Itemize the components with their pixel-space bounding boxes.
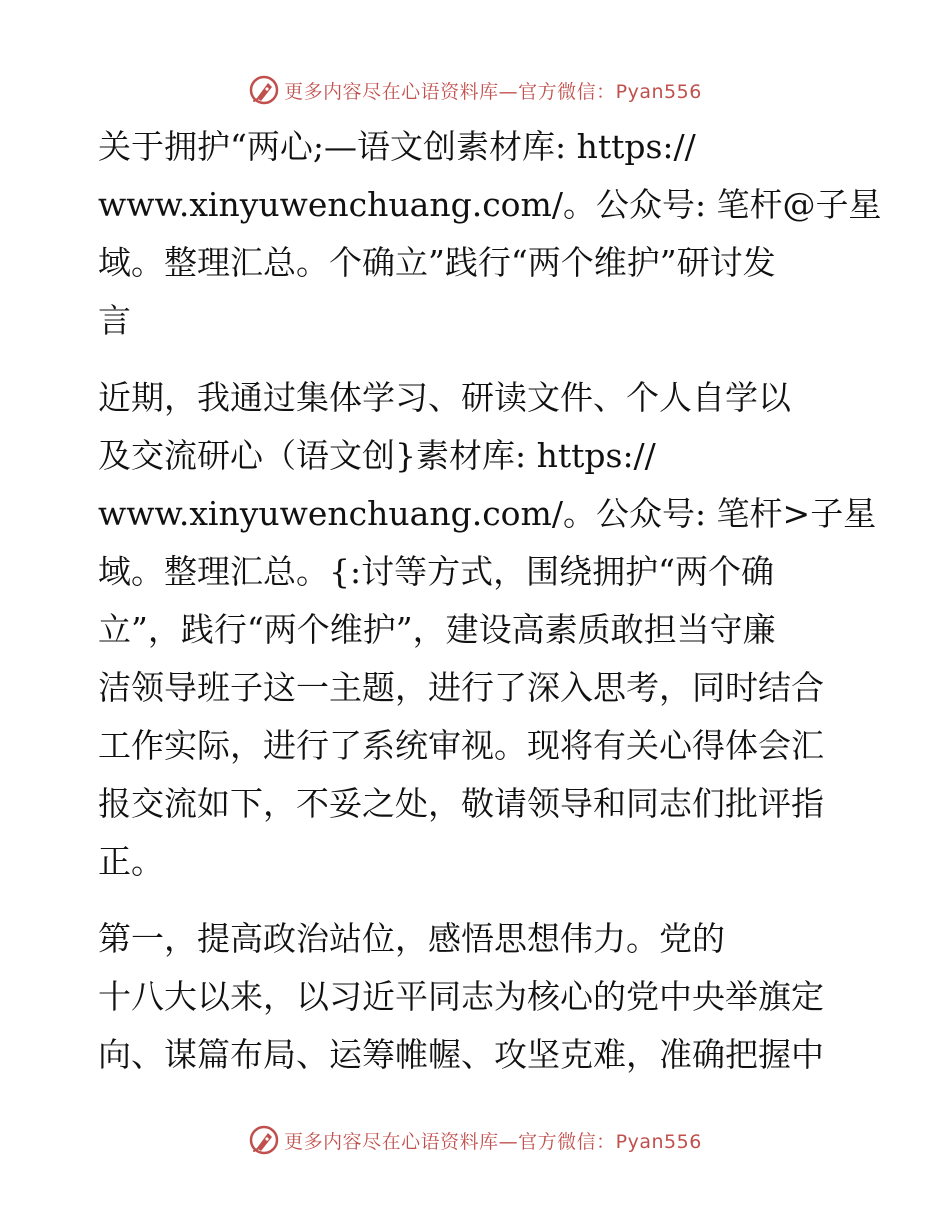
paragraph-title bbox=[98, 118, 882, 350]
text-line: 工作实际，进行了系统审视。现将有关心得体会汇 bbox=[98, 726, 824, 765]
text-line: 域。整理汇总。{:讨等方式，围绕拥护“两个确 bbox=[98, 552, 774, 591]
text-line: 及交流研心（语文创}素材库: https:// bbox=[98, 436, 656, 475]
footer-watermark bbox=[0, 1120, 950, 1160]
watermark-text: 更多内容尽在心语资料库—官方微信：Pyan556 bbox=[284, 80, 702, 103]
header-watermark bbox=[0, 70, 950, 110]
text-line: 关于拥护“两心;—语文创素材库: https:// bbox=[98, 127, 696, 166]
text-line: www.xinyuwenchuang.com/。公众号: 笔杆>子星 bbox=[98, 494, 877, 533]
pen-nib-logo-icon bbox=[248, 1124, 280, 1156]
text-line: 言 bbox=[98, 301, 131, 340]
text-line: 第一，提高政治站位，感悟思想伟力。党的 bbox=[98, 919, 725, 958]
text-line: www.xinyuwenchuang.com/。公众号: 笔杆@子星 bbox=[98, 185, 882, 224]
text-line: 域。整理汇总。个确立”践行“两个维护”研讨发 bbox=[98, 243, 776, 282]
text-line: 报交流如下，不妥之处，敬请领导和同志们批评指 bbox=[98, 784, 824, 823]
pen-nib-logo-icon bbox=[248, 74, 280, 106]
text-line: 正。 bbox=[98, 842, 164, 881]
text-line: 十八大以来，以习近平同志为核心的党中央举旗定 bbox=[98, 977, 824, 1016]
text-line: 立”，践行“两个维护”，建设高素质敢担当守廉 bbox=[98, 610, 776, 649]
text-line: 洁领导班子这一主题，进行了深入思考，同时结合 bbox=[98, 668, 824, 707]
paragraph-intro bbox=[98, 369, 877, 891]
text-line: 向、谋篇布局、运筹帷幄、攻坚克难，准确把握中 bbox=[98, 1035, 824, 1074]
paragraph-section-one bbox=[98, 910, 858, 1084]
text-line: 近期，我通过集体学习、研读文件、个人自学以 bbox=[98, 378, 791, 417]
watermark-text: 更多内容尽在心语资料库—官方微信：Pyan556 bbox=[284, 1130, 702, 1153]
